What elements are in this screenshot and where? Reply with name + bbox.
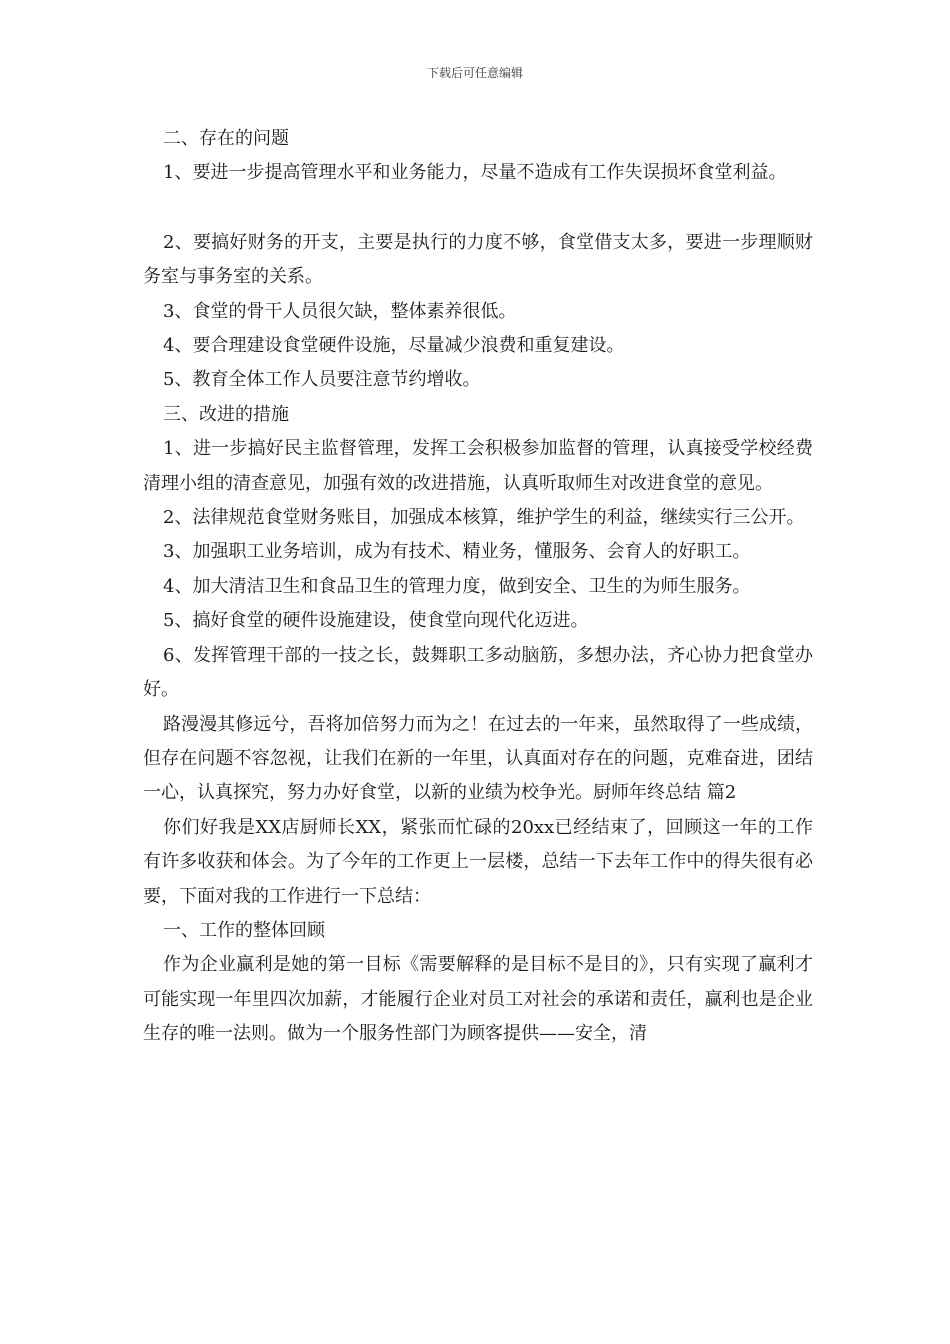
paragraph: 2、要搞好财务的开支，主要是执行的力度不够，食堂借支太多，要进一步理顺财务室与事务室的关系。 xyxy=(143,231,813,288)
section-heading: 一、工作的整体回顾 xyxy=(163,919,325,941)
paragraph: 1、进一步搞好民主监督管理，发挥工会积极参加监督的管理，认真接受学校经费清理小组的清查意见，加强有效的改进措施，认真听取师生对改进食堂的意见。 xyxy=(143,438,813,494)
paragraph: 6、发挥管理干部的一技之长，鼓舞职工多动脑筋，多想办法，齐心协力把食堂办好。 xyxy=(143,644,813,701)
paragraph: 5、教育全体工作人员要注意节约增收。 xyxy=(163,369,481,391)
section-heading: 三、改进的措施 xyxy=(163,403,289,425)
paragraph: 1、要进一步提高管理水平和业务能力，尽量不造成有工作失误损坏食堂利益。 xyxy=(163,162,787,184)
paragraph: 3、食堂的骨干人员很欠缺，整体素养很低。 xyxy=(163,300,517,322)
document-body xyxy=(143,122,813,1052)
paragraph: 路漫漫其修远兮，吾将加倍努力而为之！在过去的一年来，虽然取得了一些成绩，但存在问题不容忽视，让我们在新的一年里，认真面对存在的问题，克难奋进，团结一心，认真探究，努力办好食堂，以新的业绩为校争光。厨师年终总结 篇2 xyxy=(143,713,813,804)
paragraph: 4、加大清洁卫生和食品卫生的管理力度，做到安全、卫生的为师生服务。 xyxy=(163,575,751,597)
blank-line xyxy=(143,191,813,226)
page-header: 下载后可任意编辑 xyxy=(426,66,523,80)
paragraph: 5、搞好食堂的硬件设施建设，使食堂向现代化迈进。 xyxy=(163,610,589,632)
paragraph: 4、要合理建设食堂硬件设施，尽量减少浪费和重复建设。 xyxy=(163,335,625,357)
paragraph: 你们好我是XX店厨师长XX，紧张而忙碌的20xx已经结束了，回顾这一年的工作有许多收获和体会。为了今年的工作更上一层楼，总结一下去年工作中的得失很有必要，下面对我的工作进行一下总结： xyxy=(143,816,813,907)
section-heading: 二、存在的问题 xyxy=(163,128,289,149)
paragraph: 作为企业赢利是她的第一目标《需要解释的是目标不是目的》，只有实现了赢利才可能实现一年里四次加薪，才能履行企业对员工对社会的承诺和责任，赢利也是企业生存的唯一法则。做为一个服务性部门为顾客提供——安全，清 xyxy=(143,954,813,1045)
paragraph: 3、加强职工业务培训，成为有技术、精业务，懂服务、会育人的好职工。 xyxy=(163,541,751,563)
paragraph: 2、法律规范食堂财务账目，加强成本核算，维护学生的利益，继续实行三公开。 xyxy=(163,507,805,529)
